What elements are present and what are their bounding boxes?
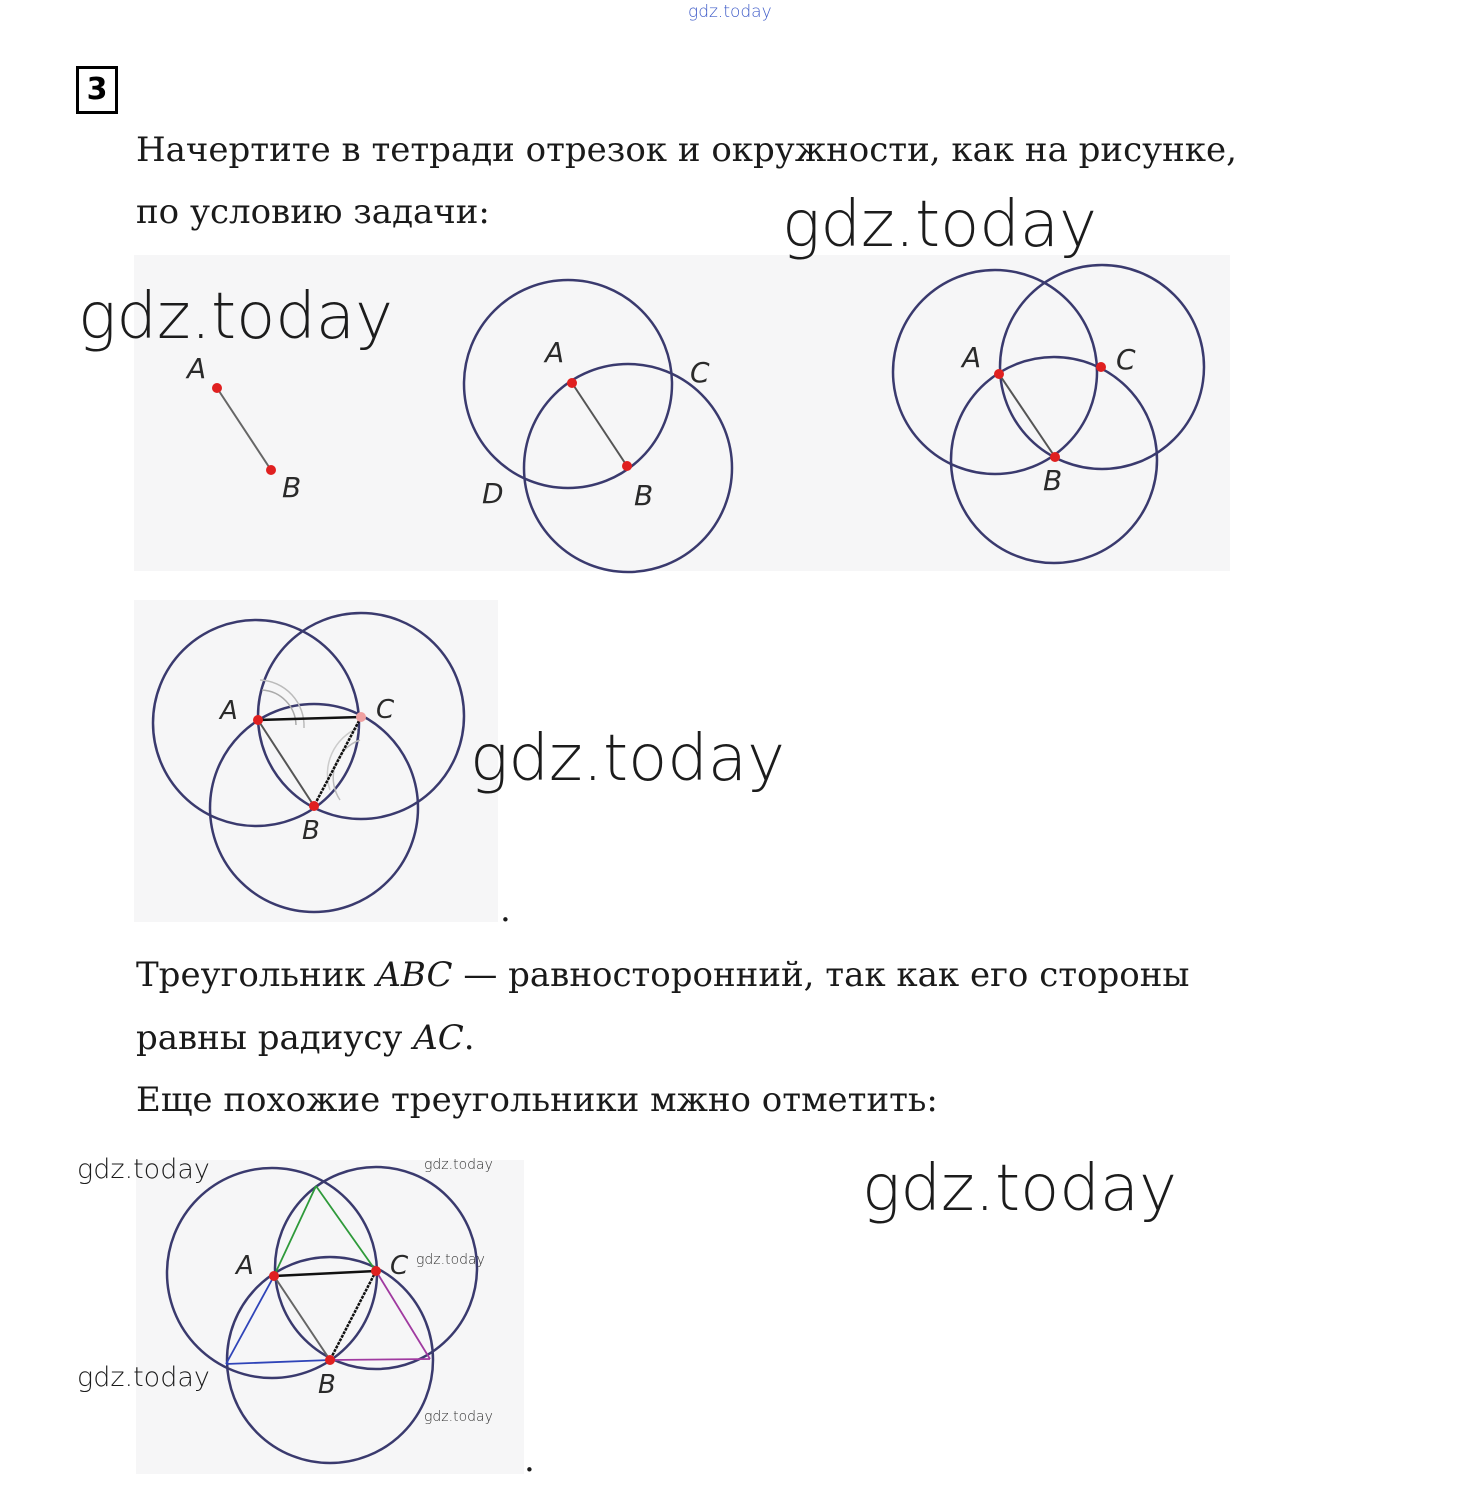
label-a-5: A [236, 1251, 254, 1281]
label-b-3: B [1043, 464, 1063, 497]
math-abc: ABC [376, 955, 453, 995]
watermark-1: gdz.today [782, 188, 1097, 262]
intro-line-2: по условию задачи: [136, 192, 490, 232]
watermark-7: gdz.today [77, 1362, 210, 1393]
conclusion-pre: Треугольник [136, 955, 377, 995]
problem-number: 3 [76, 66, 118, 114]
label-b: B [282, 471, 302, 504]
label-b-4: B [302, 816, 320, 846]
watermark-9: gdz.today [862, 1152, 1177, 1226]
watermark-4: gdz.today [77, 1154, 210, 1185]
watermark-3: gdz.today [470, 722, 785, 796]
label-b-5: B [318, 1370, 336, 1400]
conclusion2-post: . [463, 1018, 475, 1058]
label-a-2: A [545, 336, 565, 369]
watermark-8: gdz.today [424, 1409, 493, 1425]
side-ab-5 [274, 1276, 330, 1360]
label-c-5: C [390, 1251, 409, 1281]
label-a-3: A [962, 341, 982, 374]
label-a-4: A [220, 696, 238, 726]
point-c-5 [371, 1266, 381, 1276]
conclusion-post: — равносторонний, так как его стороны [452, 955, 1190, 995]
label-c-4: C [376, 695, 395, 725]
point-b-5 [325, 1355, 335, 1365]
period-1: . [500, 890, 511, 930]
blue-bottom [226, 1360, 330, 1364]
label-c-2: C [690, 356, 710, 389]
label-b-2: B [634, 479, 654, 512]
label-a: A [187, 352, 207, 385]
point-a-5 [269, 1271, 279, 1281]
period-2: . [524, 1440, 535, 1480]
watermark-top: gdz.today [688, 2, 772, 22]
conclusion2-pre: равны радиусу [136, 1018, 414, 1058]
watermark-5: gdz.today [424, 1157, 493, 1173]
watermark-2: gdz.today [78, 280, 393, 354]
side-ac-5 [274, 1271, 376, 1276]
watermark-6: gdz.today [416, 1252, 485, 1268]
more-line: Еще похожие треугольники мжно отметить: [136, 1080, 938, 1120]
intro-line-1: Начертите в тетради отрезок и окружности, как на рисунке, [136, 130, 1237, 170]
label-c-3: C [1116, 343, 1136, 376]
magenta-bottom [330, 1359, 430, 1360]
blue-left [226, 1276, 274, 1364]
math-ac: AC [413, 1018, 464, 1058]
label-d-2: D [482, 477, 504, 510]
